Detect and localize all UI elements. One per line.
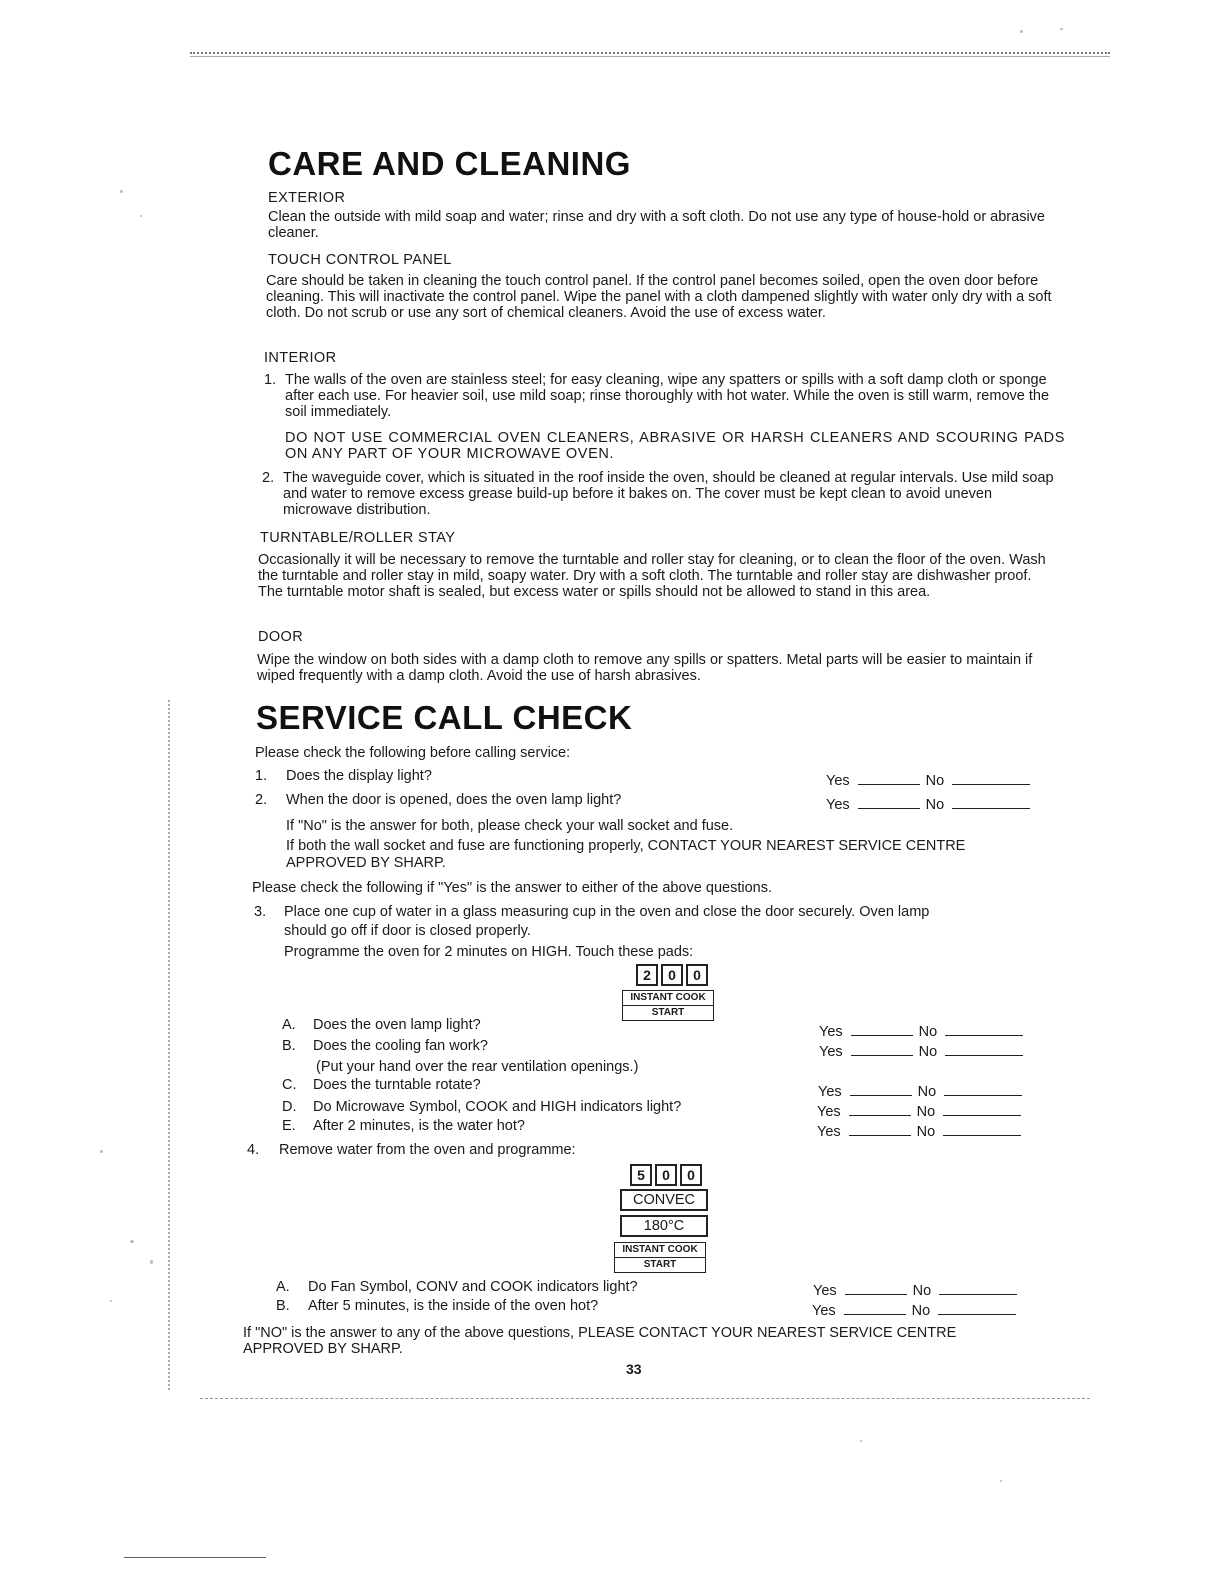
yes-label: Yes xyxy=(818,1084,842,1100)
no-label: No xyxy=(911,1303,931,1319)
no-label: No xyxy=(916,1104,936,1120)
yes-label: Yes xyxy=(826,797,850,813)
q3-item-text: Does the turntable rotate? xyxy=(313,1077,481,1093)
yes-label: Yes xyxy=(817,1104,841,1120)
no-label: No xyxy=(917,1084,937,1100)
pad-digit[interactable]: 2 xyxy=(636,964,658,986)
interior-warning: DO NOT USE COMMERCIAL OVEN CLEANERS, ABRASIVE OR HARSH CLEANERS AND SCOURING PADS ON ANY PART OF YOUR MICROWAVE OVEN. xyxy=(285,430,1065,462)
yes-blank[interactable] xyxy=(844,1302,906,1315)
q3-item-letter: E. xyxy=(282,1118,296,1134)
door-heading: DOOR xyxy=(258,629,304,645)
q3-item-note: (Put your hand over the rear ventilation openings.) xyxy=(316,1059,639,1075)
instant-cook-start-button[interactable] xyxy=(614,1242,706,1273)
no-blank[interactable] xyxy=(943,1103,1021,1116)
q3-item-letter: C. xyxy=(282,1077,297,1093)
exterior-heading: EXTERIOR xyxy=(268,190,346,206)
yes-blank[interactable] xyxy=(851,1023,913,1036)
scan-speck xyxy=(110,1300,112,1302)
yes-blank[interactable] xyxy=(858,796,920,809)
service-intro: Please check the following before calling service: xyxy=(255,745,571,761)
scan-speck xyxy=(130,1240,134,1243)
q3-item-text: Do Microwave Symbol, COOK and HIGH indicators light? xyxy=(313,1099,682,1115)
start-label: START xyxy=(623,1005,713,1020)
question-2-number: 2. xyxy=(255,792,268,808)
interior-item-1: The walls of the oven are stainless steel; for easy cleaning, wipe any spatters or spills with a soft damp cloth or sponge after each use. For heavier soil, use mild soap; rinse thoroughly with hot water. While the oven is still warm, remove the soil immediately. xyxy=(285,372,1050,420)
question-2-answer xyxy=(826,796,1030,813)
check-yes-instruction: Please check the following if "Yes" is the answer to either of the above questions. xyxy=(252,880,772,896)
yes-label: Yes xyxy=(817,1124,841,1140)
q3b-answer xyxy=(819,1043,1023,1060)
q4b-answer xyxy=(812,1302,1016,1319)
no-blank[interactable] xyxy=(952,796,1030,809)
instant-cook-label: INSTANT COOK xyxy=(630,992,706,1003)
q4-item-letter: A. xyxy=(276,1279,290,1295)
q3d-answer xyxy=(817,1103,1021,1120)
pads-500 xyxy=(630,1164,702,1186)
no-blank[interactable] xyxy=(945,1023,1023,1036)
question-2: When the door is opened, does the oven lamp light? xyxy=(286,792,622,808)
scan-speck xyxy=(1060,28,1063,30)
no-label: No xyxy=(925,797,945,813)
no-label: No xyxy=(918,1024,938,1040)
q3e-answer xyxy=(817,1123,1021,1140)
question-3-line-1: Place one cup of water in a glass measuring cup in the oven and close the door securely. Oven lamp xyxy=(284,904,930,920)
question-4-number: 4. xyxy=(247,1142,260,1158)
question-2-note-2b: APPROVED BY SHARP. xyxy=(286,855,446,871)
turntable-heading: TURNTABLE/ROLLER STAY xyxy=(260,530,456,546)
scan-speck xyxy=(1000,1480,1002,1482)
scan-speck xyxy=(1020,30,1023,33)
no-blank[interactable] xyxy=(944,1083,1022,1096)
no-blank[interactable] xyxy=(939,1282,1017,1295)
q3c-answer xyxy=(818,1083,1022,1100)
scan-left-margin xyxy=(168,700,170,1390)
instant-cook-start-button[interactable] xyxy=(622,990,714,1021)
yes-blank[interactable] xyxy=(851,1043,913,1056)
scan-speck xyxy=(150,1260,153,1264)
question-2-note-1: If "No" is the answer for both, please check your wall socket and fuse. xyxy=(286,818,734,834)
final-note-line-1: If "NO" is the answer to any of the above questions, PLEASE CONTACT YOUR NEAREST SERVICE CENTRE xyxy=(243,1325,957,1341)
temperature-button[interactable]: 180°C xyxy=(620,1215,708,1237)
question-4: Remove water from the oven and programme: xyxy=(279,1142,576,1158)
yes-blank[interactable] xyxy=(849,1103,911,1116)
q4-item-letter: B. xyxy=(276,1298,290,1314)
service-title: SERVICE CALL CHECK xyxy=(256,699,633,736)
scan-speck xyxy=(860,1440,862,1442)
yes-label: Yes xyxy=(812,1303,836,1319)
yes-blank[interactable] xyxy=(845,1282,907,1295)
pad-digit[interactable]: 0 xyxy=(680,1164,702,1186)
pads-200 xyxy=(636,964,708,986)
pad-digit[interactable]: 5 xyxy=(630,1164,652,1186)
q3-item-letter: B. xyxy=(282,1038,296,1054)
q3-item-text: Does the cooling fan work? xyxy=(313,1038,488,1054)
q3-item-letter: D. xyxy=(282,1099,297,1115)
pad-digit[interactable]: 0 xyxy=(661,964,683,986)
no-label: No xyxy=(918,1044,938,1060)
question-3-line-2: should go off if door is closed properly. xyxy=(284,923,531,939)
yes-blank[interactable] xyxy=(850,1083,912,1096)
care-title: CARE AND CLEANING xyxy=(268,145,631,182)
question-1: Does the display light? xyxy=(286,768,432,784)
exterior-text: Clean the outside with mild soap and water; rinse and dry with a soft cloth. Do not use any type of house-hold or abrasive cleaner. xyxy=(268,209,1045,241)
question-2-note-2a: If both the wall socket and fuse are functioning properly, CONTACT YOUR NEAREST SERVICE CENTRE xyxy=(286,838,966,854)
no-blank[interactable] xyxy=(945,1043,1023,1056)
no-label: No xyxy=(912,1283,932,1299)
question-1-number: 1. xyxy=(255,768,268,784)
no-blank[interactable] xyxy=(943,1123,1021,1136)
question-3-number: 3. xyxy=(254,904,267,920)
interior-heading: INTERIOR xyxy=(264,350,337,366)
scan-top-border-rule xyxy=(190,56,1110,57)
scan-top-border xyxy=(190,52,1110,54)
scan-speck xyxy=(120,190,123,193)
yes-label: Yes xyxy=(819,1024,843,1040)
question-1-answer xyxy=(826,772,1030,789)
scan-speck xyxy=(100,1150,103,1153)
yes-blank[interactable] xyxy=(849,1123,911,1136)
page-number: 33 xyxy=(626,1361,642,1377)
start-label: START xyxy=(615,1257,705,1272)
no-label: No xyxy=(916,1124,936,1140)
interior-item-2: The waveguide cover, which is situated in the roof inside the oven, should be cleaned at regular intervals. Use mild soap and water to remove excess grease build-up before it bakes on. The cover must be kept clean to avoid uneven microwave distribution. xyxy=(283,470,1054,518)
final-note-line-2: APPROVED BY SHARP. xyxy=(243,1341,403,1357)
no-blank[interactable] xyxy=(952,772,1030,785)
scan-speck xyxy=(140,215,142,217)
interior-item-1-number: 1. xyxy=(264,372,277,388)
convec-button[interactable]: CONVEC xyxy=(620,1189,708,1211)
touch-panel-text: Care should be taken in cleaning the touch control panel. If the control panel becomes soiled, open the oven door before cleaning. This will inactivate the control panel. Wipe the panel with a cloth dampened slightly with water only dry with a soft cloth. Do not scrub or use any sort of chemical cleaners. Avoid the use of excess water. xyxy=(266,273,1052,321)
no-blank[interactable] xyxy=(938,1302,1016,1315)
q4a-answer xyxy=(813,1282,1017,1299)
turntable-text: Occasionally it will be necessary to remove the turntable and roller stay for cleaning, or to clean the floor of the oven. Wash the turntable and roller stay in mild, soapy water. Dry with a soft cloth. The turntable and roller stay are dishwasher proof. The turntable motor shaft is sealed, but excess water or spills should not be allowed to stand in this area. xyxy=(258,552,1046,600)
q4-item-text: Do Fan Symbol, CONV and COOK indicators light? xyxy=(308,1279,638,1295)
q3-item-text: Does the oven lamp light? xyxy=(313,1017,481,1033)
scan-bottom-border xyxy=(200,1398,1090,1399)
no-label: No xyxy=(925,773,945,789)
yes-label: Yes xyxy=(826,773,850,789)
touch-panel-heading: TOUCH CONTROL PANEL xyxy=(268,252,452,268)
instant-cook-label: INSTANT COOK xyxy=(622,1244,698,1255)
footer-rule xyxy=(124,1557,266,1558)
yes-label: Yes xyxy=(819,1044,843,1060)
pad-digit[interactable]: 0 xyxy=(686,964,708,986)
q3-item-letter: A. xyxy=(282,1017,296,1033)
yes-blank[interactable] xyxy=(858,772,920,785)
pad-digit[interactable]: 0 xyxy=(655,1164,677,1186)
q4-item-text: After 5 minutes, is the inside of the oven hot? xyxy=(308,1298,599,1314)
door-text: Wipe the window on both sides with a damp cloth to remove any spills or spatters. Metal parts will be easier to maintain if wiped frequently with a damp cloth. Avoid the use of harsh abrasives. xyxy=(257,652,1033,684)
interior-item-2-number: 2. xyxy=(262,470,275,486)
q3-item-text: After 2 minutes, is the water hot? xyxy=(313,1118,525,1134)
question-3-line-3: Programme the oven for 2 minutes on HIGH. Touch these pads: xyxy=(284,944,694,960)
q3a-answer xyxy=(819,1023,1023,1040)
yes-label: Yes xyxy=(813,1283,837,1299)
